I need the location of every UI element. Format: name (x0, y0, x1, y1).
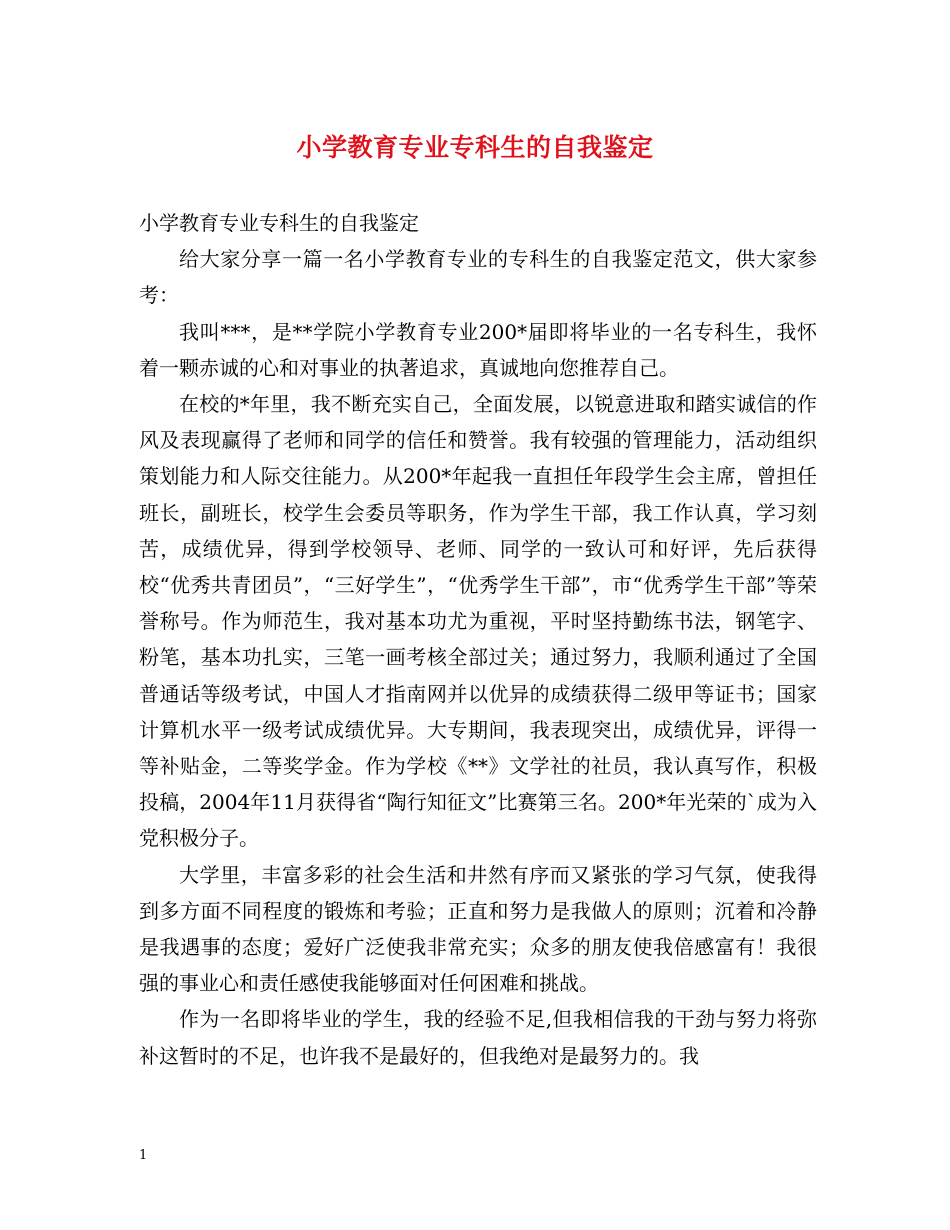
paragraph-university-life: 大学里，丰富多彩的社会生活和井然有序而又紧张的学习气氛，使我得到多方面不同程度的锻炼和考验；正直和努力是我做人的原则；沉着和冷静是我遇事的态度；爱好广泛使我非常充实；众多的朋友使我倍感富有！我很强的事业心和责任感使我能够面对任何困难和挑战。 (139, 862, 817, 996)
paragraph-self-introduction: 我叫***，是**学院小学教育专业200*届即将毕业的一名专科生，我怀着一颗赤诚的心和对事业的执著追求，真诚地向您推荐自己。 (139, 319, 817, 380)
page-number: 1 (139, 1148, 148, 1163)
paragraph-school-achievements: 在校的*年里，我不断充实自己，全面发展，以锐意进取和踏实诚信的作风及表现赢得了老师和同学的信任和赞誉。我有较强的管理能力，活动组织策划能力和人际交往能力。从200*年起我一直担任年段学生会主席，曾担任班长，副班长，校学生会委员等职务，作为学生干部，我工作认真，学习刻苦，成绩优异，得到学校领导、老师、同学的一致认可和好评，先后获得校“优秀共青团员”，“三好学生”，“优秀学生干部”，市“优秀学生干部”等荣誉称号。作为师范生，我对基本功尤为重视，平时坚持勤练书法，钢笔字、粉笔，基本功扎实，三笔一画考核全部过关；通过努力，我顺利通过了全国普通话等级考试，中国人才指南网并以优异的成绩获得二级甲等证书；国家计算机水平一级考试成绩优异。大专期间，我表现突出，成绩优异，评得一等补贴金，二等奖学金。作为学校《**》文学社的社员，我认真写作，积极投稿，2004年11月获得省“陶行知征文”比赛第三名。200*年光荣的`成为入党积极分子。 (139, 392, 817, 851)
document-body (139, 205, 817, 1074)
body-heading: 小学教育专业专科生的自我鉴定 (139, 211, 419, 235)
paragraph-closing: 作为一名即将毕业的学生，我的经验不足,但我相信我的干劲与努力将弥补这暂时的不足，也许我不是最好的，但我绝对是最努力的。我 (139, 1007, 817, 1068)
document-title: 小学教育专业专科生的自我鉴定 (296, 133, 654, 162)
paragraph-intro: 给大家分享一篇一名小学教育专业的专科生的自我鉴定范文，供大家参考： (139, 247, 817, 308)
